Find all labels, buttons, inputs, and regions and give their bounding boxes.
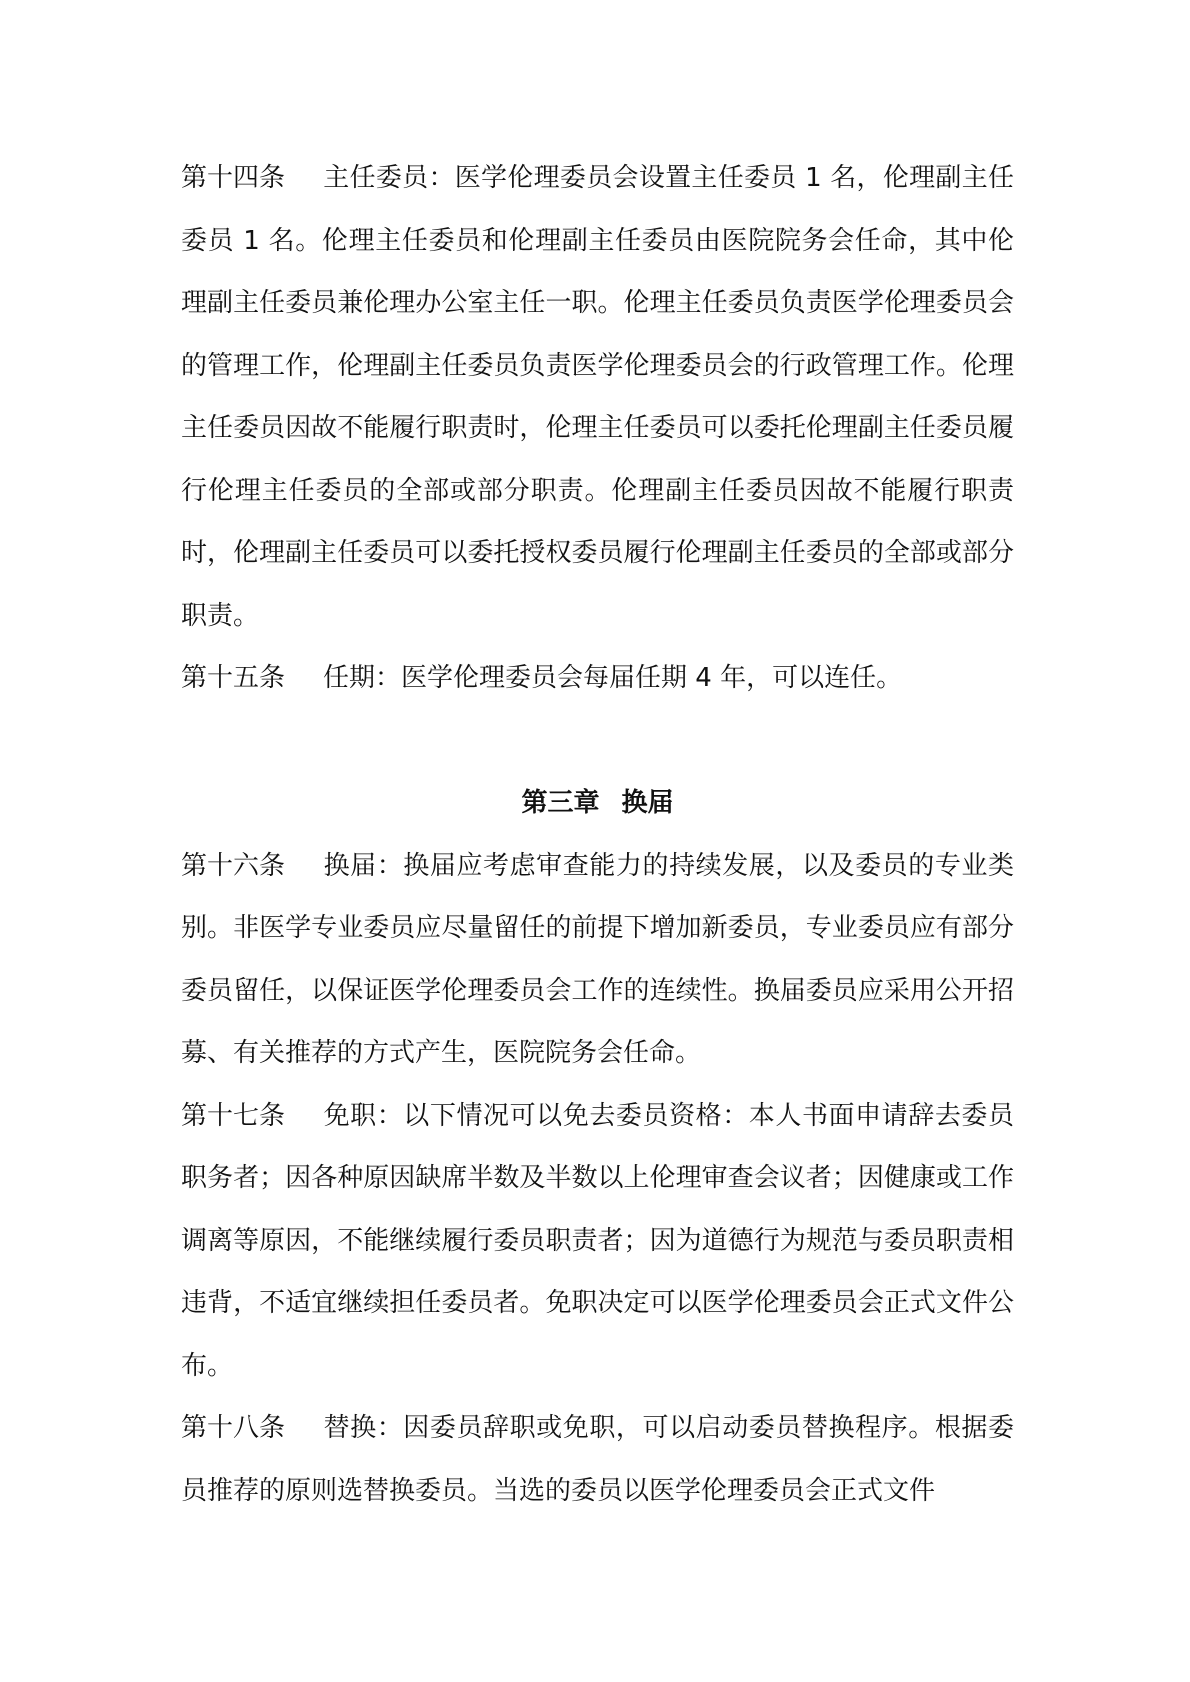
article-17	[181, 1085, 1014, 1398]
document-body	[181, 147, 1014, 1522]
article-18	[181, 1397, 1014, 1522]
chapter-number: 第三章	[521, 788, 600, 818]
chapter-title: 换届	[621, 788, 674, 818]
chapter-heading	[181, 772, 1014, 835]
article-number: 第十七条	[181, 1100, 286, 1131]
article-number: 第十八条	[181, 1413, 286, 1443]
article-16	[181, 835, 1014, 1085]
article-14	[181, 147, 1014, 647]
article-number: 第十六条	[181, 850, 286, 881]
article-text: 替换：因委员辞职或免职，可以启动委员替换程序。根据委员推荐的原则选替换委员。当选的委员以医学伦理委员会正式文件	[181, 1413, 1014, 1506]
article-text: 任期：医学伦理委员会每届任期 4 年，可以连任。	[323, 663, 903, 693]
article-text: 免职：以下情况可以免去委员资格：本人书面申请辞去委员职务者；因各种原因缺席半数及半数以上伦理审查会议者；因健康或工作调离等原因，不能继续履行委员职责者；因为道德行为规范与委员职责相违背，不适宜继续担任委员者。免职决定可以医学伦理委员会正式文件公布。	[181, 1100, 1014, 1381]
article-15	[181, 647, 1014, 710]
article-number: 第十五条	[181, 663, 286, 693]
article-text: 主任委员：医学伦理委员会设置主任委员 1 名，伦理副主任委员 1 名。伦理主任委员和伦理副主任委员由医院院务会任命，其中伦理副主任委员兼伦理办公室主任一职。伦理主任委员负责医学伦理委员会的管理工作，伦理副主任委员负责医学伦理委员会的行政管理工作。伦理主任委员因故不能履行职责时，伦理主任委员可以委托伦理副主任委员履行伦理主任委员的全部或部分职责。伦理副主任委员因故不能履行职责时，伦理副主任委员可以委托授权委员履行伦理副主任委员的全部或部分职责。	[181, 163, 1014, 631]
article-text: 换届：换届应考虑审查能力的持续发展，以及委员的专业类别。非医学专业委员应尽量留任的前提下增加新委员，专业委员应有部分委员留任，以保证医学伦理委员会工作的连续性。换届委员应采用公开招募、有关推荐的方式产生，医院院务会任命。	[181, 850, 1014, 1068]
section-spacer	[181, 710, 1014, 773]
article-number: 第十四条	[181, 163, 286, 193]
